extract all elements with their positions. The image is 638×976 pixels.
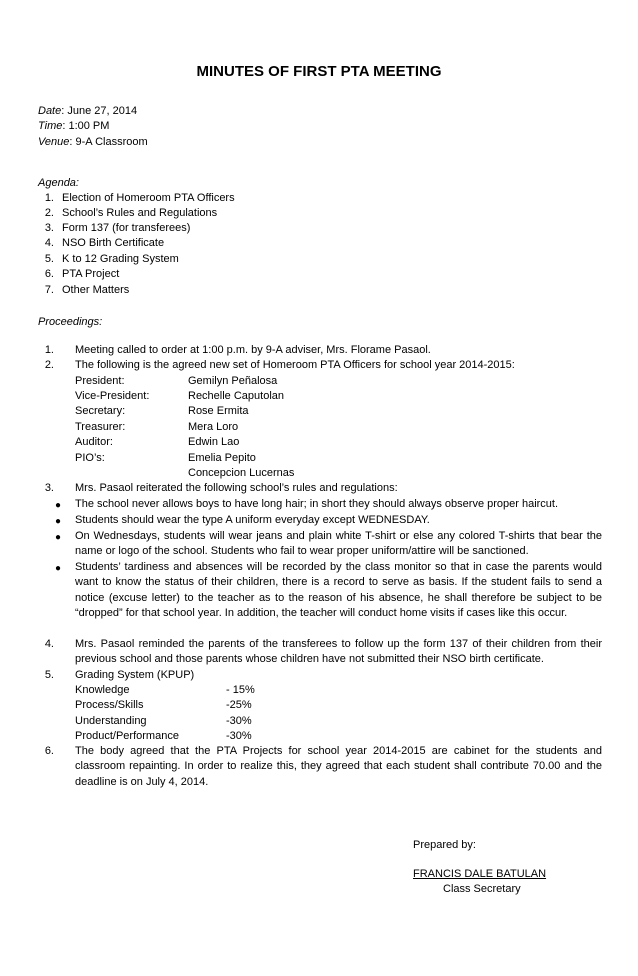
proceedings-heading: Proceedings:	[38, 316, 103, 328]
preparer-position: Class Secretary	[443, 883, 521, 895]
rule-text: On Wednesdays, students will wear jeans and plain white T-shirt or else any colored T-shirts that bear the name or logo of the school. Students who fail to wear proper uniform/attire will be sanctioned.	[75, 530, 602, 558]
prepared-by-label: Prepared by:	[413, 839, 476, 851]
bullet-icon: ●	[55, 532, 62, 543]
agenda-item-number: 6.	[44, 268, 54, 280]
agenda-item-text: Other Matters	[62, 284, 130, 296]
proceedings-item-text: Grading System (KPUP)	[75, 669, 195, 681]
grading-weight: -30%	[226, 715, 252, 727]
rule-text: Students should wear the type A uniform everyday except WEDNESDAY.	[75, 514, 430, 526]
date-label: Date	[38, 105, 62, 117]
agenda-item-number: 4.	[44, 237, 54, 249]
officer-name: Rose Ermita	[188, 405, 249, 417]
proceedings-item-text: Mrs. Pasaol reiterated the following school’s rules and regulations:	[75, 482, 398, 494]
agenda-item-text: Election of Homeroom PTA Officers	[62, 192, 235, 204]
officer-role: Secretary:	[75, 405, 126, 417]
meeting-venue	[38, 135, 148, 150]
meeting-time	[38, 119, 109, 134]
officer-role: President:	[75, 375, 125, 387]
agenda-item-number: 5.	[44, 253, 54, 265]
grading-component: Product/Performance	[75, 730, 179, 742]
proceedings-item-text: Meeting called to order at 1:00 p.m. by 9-A adviser, Mrs. Florame Pasaol.	[75, 344, 431, 356]
bullet-icon: ●	[55, 500, 62, 511]
agenda-heading: Agenda:	[38, 177, 79, 189]
bullet-icon: ●	[55, 563, 62, 574]
officer-name: Mera Loro	[188, 421, 239, 433]
agenda-item-number: 7.	[44, 284, 54, 296]
page-title: MINUTES OF FIRST PTA MEETING	[196, 63, 442, 80]
grading-weight: -25%	[226, 699, 252, 711]
agenda-item-text: K to 12 Grading System	[62, 253, 179, 265]
proceedings-item-number: 4.	[44, 638, 54, 650]
time-label: Time	[38, 120, 63, 132]
officer-name: Concepcion Lucernas	[188, 467, 295, 479]
bullet-icon: ●	[55, 516, 62, 527]
rule-text: The school never allows boys to have long hair; in short they should always observe proper haircut.	[75, 498, 559, 510]
officer-role: PIO’s:	[75, 452, 105, 464]
proceedings-item-number: 6.	[44, 745, 54, 757]
preparer-name: FRANCIS DALE BATULAN	[413, 868, 547, 880]
agenda-item-number: 2.	[44, 207, 54, 219]
grading-weight: - 15%	[226, 684, 255, 696]
venue-value: : 9-A Classroom	[69, 136, 148, 148]
agenda-item-text: Form 137 (for transferees)	[62, 222, 191, 234]
agenda-item-text: NSO Birth Certificate	[62, 237, 165, 249]
proceedings-item-number: 3.	[44, 482, 54, 494]
officer-role: Vice-President:	[75, 390, 150, 402]
rule-text: Students’ tardiness and absences will be recorded by the class monitor so that in case the parents would want to know the status of their children, there is a record to serve as basis. If the student fails to send a notice (excuse letter) to the teacher as to the reason of his absence, he shall therefore be subject to be “dropped” for that school year. In addition, the teacher will conduct home visits if cases like this occur.	[75, 561, 602, 620]
time-value: : 1:00 PM	[62, 120, 110, 132]
date-value: : June 27, 2014	[61, 105, 138, 117]
grading-component: Process/Skills	[75, 699, 144, 711]
proceedings-item-text: The body agreed that the PTA Projects for school year 2014-2015 are cabinet for the students and classroom repainting. In order to realize this, they agreed that each student shall contribute 70.00 and the deadline is on July 4, 2014.	[75, 745, 602, 788]
agenda-item-text: PTA Project	[62, 268, 120, 280]
grading-component: Understanding	[75, 715, 147, 727]
venue-label: Venue	[38, 136, 70, 148]
officer-name: Rechelle Caputolan	[188, 390, 285, 402]
agenda-item-number: 1.	[44, 192, 54, 204]
grading-weight: -30%	[226, 730, 252, 742]
officer-name: Gemilyn Peñalosa	[188, 375, 278, 387]
officer-name: Emelia Pepito	[188, 452, 256, 464]
officer-role: Treasurer:	[75, 421, 126, 433]
officer-role: Auditor:	[75, 436, 113, 448]
proceedings-item-text: Mrs. Pasaol reminded the parents of the transferees to follow up the form 137 of their children from their previous school and those parents whose children have not submitted their NSO birth certificate.	[75, 638, 602, 666]
agenda-item-text: School’s Rules and Regulations	[62, 207, 218, 219]
agenda-item-number: 3.	[44, 222, 54, 234]
meeting-date	[38, 104, 137, 119]
proceedings-item-number: 5.	[44, 669, 54, 681]
officer-name: Edwin Lao	[188, 436, 240, 448]
proceedings-item-text: The following is the agreed new set of Homeroom PTA Officers for school year 2014-2015:	[75, 359, 515, 371]
proceedings-item-number: 2.	[44, 359, 54, 371]
grading-component: Knowledge	[75, 684, 130, 696]
proceedings-item-number: 1.	[44, 344, 54, 356]
